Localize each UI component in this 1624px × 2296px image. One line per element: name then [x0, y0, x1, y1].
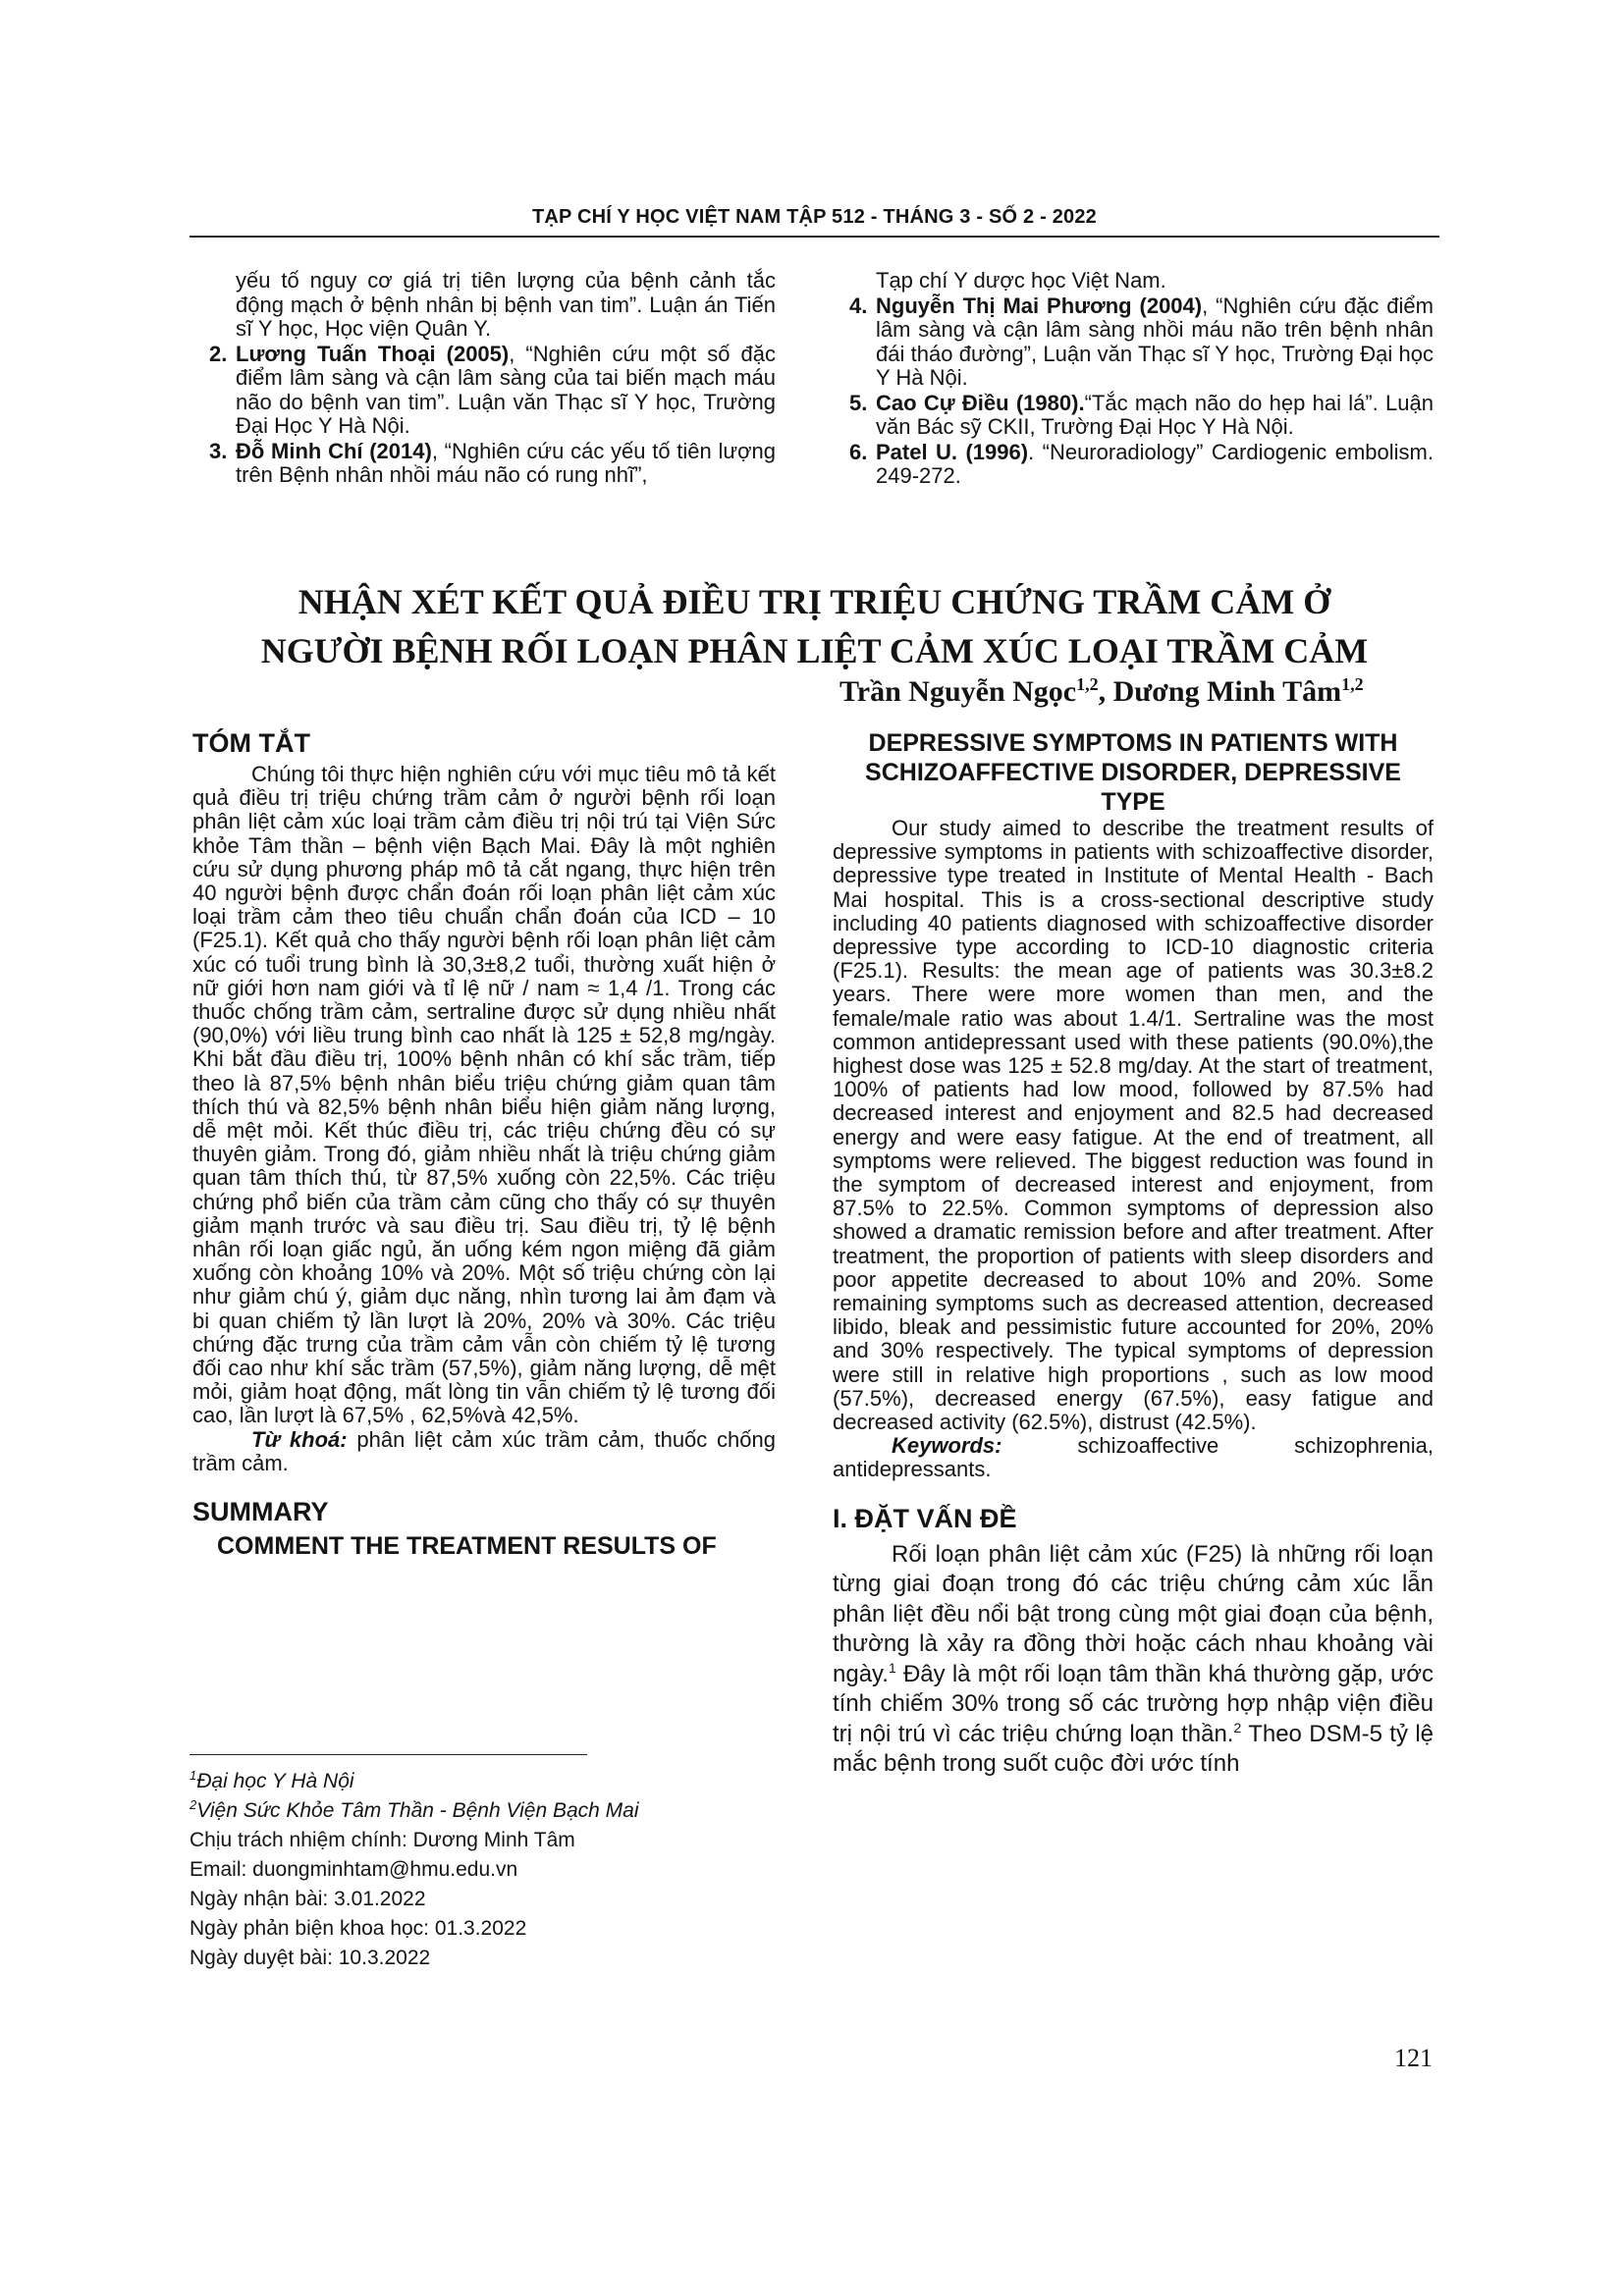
reference-author: Đỗ Minh Chí (2014)	[236, 438, 432, 463]
summary-heading: SUMMARY	[192, 1497, 329, 1527]
reference-1-continued	[236, 269, 776, 342]
reference-2	[209, 341, 777, 439]
affiliation-2	[189, 1796, 639, 1826]
introduction-heading: I. ĐẶT VẤN ĐỀ	[833, 1503, 1017, 1533]
reference-number: 5.	[849, 390, 868, 415]
reference-6	[849, 439, 1434, 489]
summary-body: Our study aimed to describe the treatment results of depressive symptoms in patients with schizoaffective disorder, depressive type treated in Institute of Mental Health - Bach Mai hospital. This is a cross-sectional descriptive study including 40 patients diagnosed with schizoaffective disorder depressive type according to ICD-10 diagnostic criteria (F25.1). Results: the mean age of patients was 30.3±8.2 years. There were more women than men, and the female/male ratio was about 1.4/1. Sertraline was the most common antidepressant used with these patients (90.0%),the highest dose was 125 ± 52.8 mg/day. At the start of treatment, 100% of patients had low mood, followed by 87.5% had decreased interest and enjoyment and 82.5 had decreased energy and were easy fatigue. At the end of treatment, all symptoms were relieved. The biggest reduction was found in the symptom of decreased interest and enjoyment, from 87.5% to 22.5%. Common symptoms of depression also showed a dramatic remission before and after treatment. After treatment, the proportion of patients with sleep disorders and poor appetite decreased to about 10% and 20%. Some remaining symptoms such as decreased attention, decreased libido, bleak and pessimistic future accounted for 20%, 20% and 30% respectively. The typical symptoms of depression were still in relative high proportions , such as low mood (57.5%), decreased energy (67.5%), easy fatigue and decreased activity (62.5%), distrust (42.5%).	[833, 816, 1434, 1435]
reference-number: 3.	[209, 438, 228, 463]
author-1: Trần Nguyễn Ngọc	[839, 675, 1077, 708]
keywords-text: phân liệt cảm xúc trầm cảm, thuốc chống trầm cảm.	[192, 1426, 776, 1475]
intro-text: Rối loạn phân liệt cảm xúc (F25) là những rối loạn từng giai đoạn trong đó các triệu chứng cảm xúc lẫn phân liệt đều nổi bật trong cùng một giai đoạn của bệnh, thường là xảy ra đồng thời hoặc cách nhau khoảng vài ngày.	[833, 1540, 1434, 1687]
footnote-rule	[189, 1754, 587, 1755]
journal-header: TẠP CHÍ Y HỌC VIỆT NAM TẬP 512 - THÁNG 3 - SỐ 2 - 2022	[531, 206, 1098, 228]
references-right	[849, 268, 1434, 490]
abstract-heading: TÓM TẮT	[192, 728, 310, 758]
citation-marker: 1	[888, 1659, 896, 1676]
reference-text: , “Nghiên cứu đặc điểm lâm sàng và cận lâm sàng nhồi máu não trên bệnh nhân đái tháo đường”, Luận văn Thạc sĩ Y học, Trường Đại học Y Hà Nội.	[876, 293, 1434, 390]
reference-text: , “Nghiên cứu một số đặc điểm lâm sàng và cận lâm sàng của tai biến mạch máu não do bệnh van tim”. Luận văn Thạc sĩ Y học, Trường Đại Học Y Hà Nội.	[236, 341, 777, 438]
affiliation-text: Viện Sức Khỏe Tâm Thần - Bệnh Viện Bạch Mai	[196, 1799, 639, 1822]
reference-3	[209, 438, 776, 488]
citation-marker: 2	[1233, 1719, 1242, 1735]
article-title	[189, 577, 1439, 675]
author-2-affiliation: 1,2	[1341, 674, 1364, 694]
reference-text: , “Nghiên cứu các yếu tố tiên lượng trên Bệnh nhân nhồi máu não có rung nhĩ”,	[236, 438, 776, 487]
reference-3-continued	[876, 269, 1434, 294]
page-number: 121	[1394, 2044, 1433, 2072]
date-received: Ngày nhận bài: 3.01.2022	[189, 1888, 426, 1910]
author-list	[839, 675, 1364, 709]
keywords-text: schizoaffective schizophrenia, antidepressants.	[833, 1433, 1434, 1482]
reference-author: Lương Tuấn Thoại (2005)	[236, 341, 510, 366]
affiliation-text: Đại học Y Hà Nội	[196, 1770, 354, 1792]
reference-text: . “Neuroradiology” Cardiogenic embolism. 249-272.	[876, 439, 1434, 488]
reference-author: Patel U. (1996)	[876, 439, 1029, 464]
email: Email: duongminhtam@hmu.edu.vn	[189, 1858, 518, 1881]
abstract-keywords	[192, 1428, 776, 1475]
author-separator: ,	[1098, 675, 1113, 708]
reference-author: Nguyễn Thị Mai Phương (2004)	[876, 293, 1203, 318]
author-2: Dương Minh Tâm	[1112, 675, 1342, 708]
affiliation-marker: 2	[189, 1797, 197, 1812]
intro-text: Theo DSM-5 tỷ lệ mắc bệnh trong suốt cuộc đời ước tính	[833, 1720, 1434, 1778]
introduction-body	[833, 1540, 1434, 1780]
date-reviewed: Ngày phản biện khoa học: 01.3.2022	[189, 1917, 527, 1940]
summary-title-continued: DEPRESSIVE SYMPTOMS IN PATIENTS WITH SCHIZOAFFECTIVE DISORDER, DEPRESSIVE TYPE	[865, 729, 1401, 816]
reference-number: 4.	[849, 293, 868, 318]
corresponding-author: Chịu trách nhiệm chính: Dương Minh Tâm	[189, 1829, 575, 1851]
affiliation-marker: 1	[189, 1768, 197, 1783]
intro-text: Đây là một rối loạn tâm thần khá thường gặp, ước tính chiếm 30% trong số các trường hợp nhập viện điều trị nội trú vì các triệu chứng loạn thần.	[833, 1660, 1434, 1747]
left-column	[192, 728, 776, 1561]
reference-5	[849, 390, 1434, 440]
reference-text: “Tắc mạch não do hẹp hai lá”. Luận văn Bác sỹ CKII, Trường Đại Học Y Hà Nội.	[876, 390, 1434, 439]
article-title-line-2: NGƯỜI BỆNH RỐI LOẠN PHÂN LIỆT CẢM XÚC LOẠI TRẦM CẢM	[260, 631, 1369, 670]
article-title-line-1: NHẬN XÉT KẾT QUẢ ĐIỀU TRỊ TRIỆU CHỨNG TRẦM CẢM Ở	[298, 582, 1331, 621]
header-rule	[189, 236, 1439, 238]
references-left	[209, 268, 777, 489]
reference-text: yếu tố nguy cơ giá trị tiên lượng của bệnh cảnh tắc động mạch ở bệnh nhân bị bệnh van tim”. Luận án Tiến sĩ Y học, Học viện Quân Y.	[236, 268, 776, 341]
right-column	[833, 728, 1434, 1780]
keywords-label: Keywords:	[892, 1433, 1002, 1459]
reference-number: 6.	[849, 439, 868, 464]
affiliation-1	[189, 1767, 639, 1796]
reference-author: Cao Cự Điều (1980).	[876, 390, 1085, 415]
reference-4	[849, 293, 1434, 391]
summary-title-start: COMMENT THE TREATMENT RESULTS OF	[217, 1532, 717, 1561]
keywords-label: Từ khoá:	[251, 1426, 348, 1452]
author-1-affiliation: 1,2	[1076, 674, 1099, 694]
summary-keywords	[833, 1434, 1434, 1481]
reference-text: Tạp chí Y dược học Việt Nam.	[876, 268, 1166, 293]
abstract-body: Chúng tôi thực hiện nghiên cứu với mục tiêu mô tả kết quả điều trị triệu chứng trầm cảm ở người bệnh rối loạn phân liệt cảm xúc loại trầm cảm điều trị nội trú tại Viện Sức khỏe Tâm thần – bệnh viện Bạch Mai. Đây là một nghiên cứu sử dụng phương pháp mô tả cắt ngang, thực hiện trên 40 người bệnh được chẩn đoán rối loạn phân liệt cảm xúc loại trầm cảm theo tiêu chuẩn chẩn đoán của ICD – 10 (F25.1). Kết quả cho thấy người bệnh rối loạn phân liệt cảm xúc có tuổi trung bình là 30,3±8,2 tuổi, thường xuất hiện ở nữ giới hơn nam giới và tỉ lệ nữ / nam ≈ 1,4 /1. Trong các thuốc chống trầm cảm, sertraline được sử dụng nhiều nhất (90,0%) với liều trung bình cao nhất là 125 ± 52,8 mg/ngày. Khi bắt đầu điều trị, 100% bệnh nhân có khí sắc trầm, tiếp theo là 87,5% bệnh nhân biểu triệu chứng giảm quan tâm thích thú và 82,5% bệnh nhân biểu hiện giảm năng lượng, dễ mệt mỏi. Kết thúc điều trị, các triệu chứng đều có sự thuyên giảm. Trong đó, giảm nhiều nhất là triệu chứng giảm quan tâm thích thú, từ 87,5% xuống còn 22,5%. Các triệu chứng phổ biến của trầm cảm cũng cho thấy có sự thuyên giảm mạnh trước và sau điều trị. Sau điều trị, tỷ lệ bệnh nhân rối loạn giấc ngủ, ăn uống kém ngon miệng đã giảm xuống còn khoảng 10% và 20%. Một số triệu chứng còn lại như giảm chú ý, giảm dục năng, nhìn tương lai ảm đạm và bi quan chiếm tỷ lần lượt là 20%, 20% và 30%. Các triệu chứng đặc trưng của trầm cảm vẫn còn chiếm tỷ lệ tương đối cao như khí sắc trầm (57,5%), giảm năng lượng, dễ mệt mỏi, giảm hoạt động, mất lòng tin vẫn chiếm tỷ lệ tương đối cao, lần lượt là 67,5% , 62,5%và 42,5%.	[192, 762, 776, 1428]
date-approved: Ngày duyệt bài: 10.3.2022	[189, 1947, 431, 1969]
reference-number: 2.	[209, 341, 228, 366]
footnotes	[189, 1767, 639, 1973]
